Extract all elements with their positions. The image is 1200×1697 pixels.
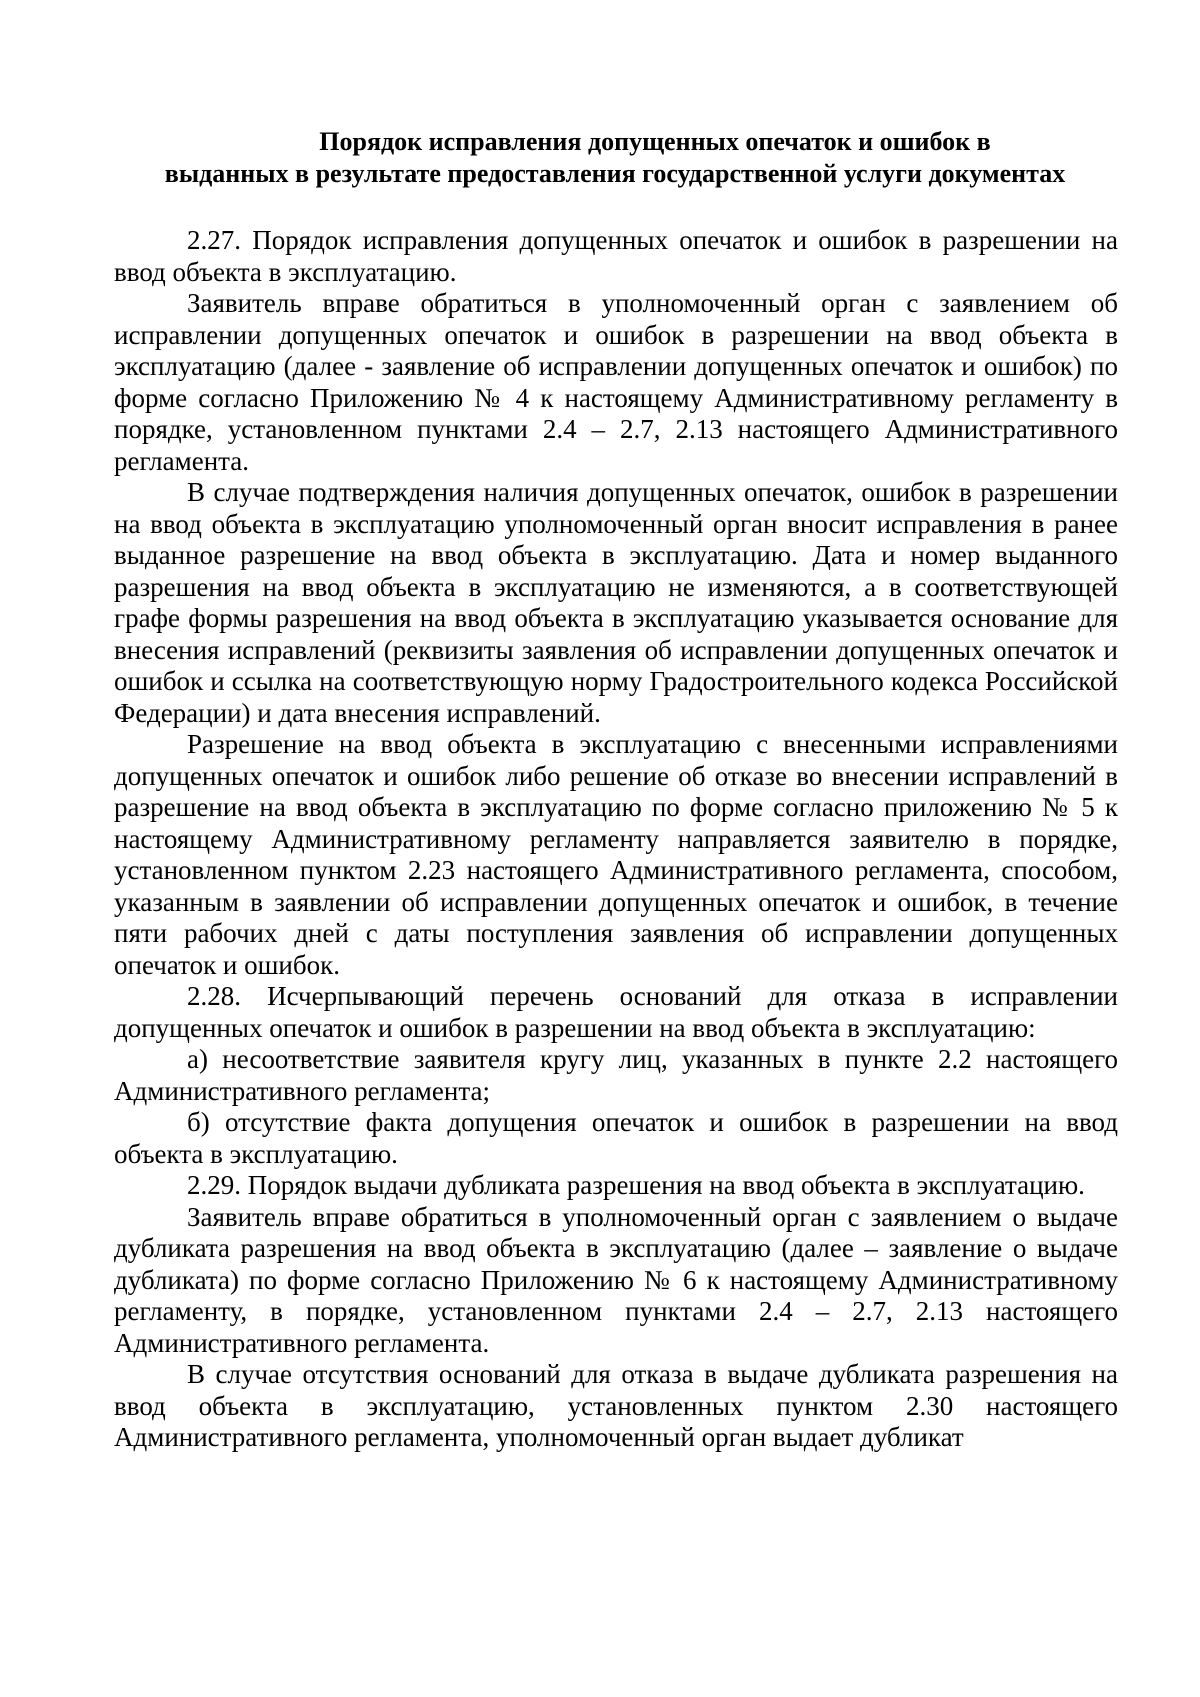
paragraph-2-29: 2.29. Порядок выдачи дубликата разрешения на ввод объекта в эксплуатацию. [187, 1170, 1085, 1200]
paragraph-correction-confirmation: В случае подтверждения наличия допущенных опечаток, ошибок в разрешении на ввод объекта в эксплуатацию уполномоченный орган вносит исправления в ранее выданное разрешение на ввод объекта в эксплуатацию. Дата и номер выданного разрешения на ввод объекта в эксплуатацию не изменяются, а в соответствующей графе формы разрешения на ввод объекта в эксплуатацию указывается основание для внесения исправлений (реквизиты заявления об исправлении допущенных опечаток и ошибок и ссылка на соответствующую норму Градостроительного кодекса Российской Федерации) и дата внесения исправлений. [114, 477, 1118, 728]
title-line-1: Порядок исправления допущенных опечаток и ошибок в [319, 127, 991, 156]
paragraph-reason-b: б) отсутствие факта допущения опечаток и ошибок в разрешении на ввод объекта в эксплуатацию. [114, 1107, 1118, 1169]
paragraph-duplicate-request: Заявитель вправе обратиться в уполномоченный орган с заявлением о выдаче дубликата разрешения на ввод объекта в эксплуатацию (далее – заявление о выдаче дубликата) по форме согласно Приложению № 6 к настоящему Административному регламенту, в порядке, установленном пунктами 2.4 – 2.7, 2.13 настоящего Административного регламента. [114, 1201, 1118, 1358]
paragraph-duplicate-issuance: В случае отсутствия оснований для отказа в выдаче дубликата разрешения на ввод объекта в эксплуатацию, установленных пунктом 2.30 настоящего Административного регламента, уполномоченный орган выдает дубликат [114, 1359, 1118, 1452]
document-title [110, 126, 1120, 190]
paragraph-corrected-permit-delivery: Разрешение на ввод объекта в эксплуатацию с внесенными исправлениями допущенных опечаток и ошибок либо решение об отказе во внесении исправлений в разрешение на ввод объекта в эксплуатацию по форме согласно приложению № 5 к настоящему Административному регламенту направляется заявителю в порядке, установленном пунктом 2.23 настоящего Административного регламента, способом, указанным в заявлении об исправлении допущенных опечаток и ошибок, в течение пяти рабочих дней с даты поступления заявления об исправлении допущенных опечаток и ошибок. [114, 729, 1118, 980]
document-body [114, 225, 1118, 1454]
paragraph-2-28: 2.28. Исчерпывающий перечень оснований для отказа в исправлении допущенных опечаток и ошибок в разрешении на ввод объекта в эксплуатацию: [114, 981, 1118, 1043]
paragraph-reason-a: а) несоответствие заявителя кругу лиц, указанных в пункте 2.2 настоящего Административного регламента; [114, 1044, 1118, 1106]
title-line-2: выданных в результате предоставления государственной услуги документах [164, 159, 1066, 188]
paragraph-applicant-correction-request: Заявитель вправе обратиться в уполномоченный орган с заявлением об исправлении допущенных опечаток и ошибок в разрешении на ввод объекта в эксплуатацию (далее - заявление об исправлении допущенных опечаток и ошибок) по форме согласно Приложению № 4 к настоящему Административному регламенту в порядке, установленном пунктами 2.4 – 2.7, 2.13 настоящего Административного регламента. [114, 288, 1118, 476]
paragraph-2-27: 2.27. Порядок исправления допущенных опечаток и ошибок в разрешении на ввод объекта в эксплуатацию. [114, 225, 1118, 287]
